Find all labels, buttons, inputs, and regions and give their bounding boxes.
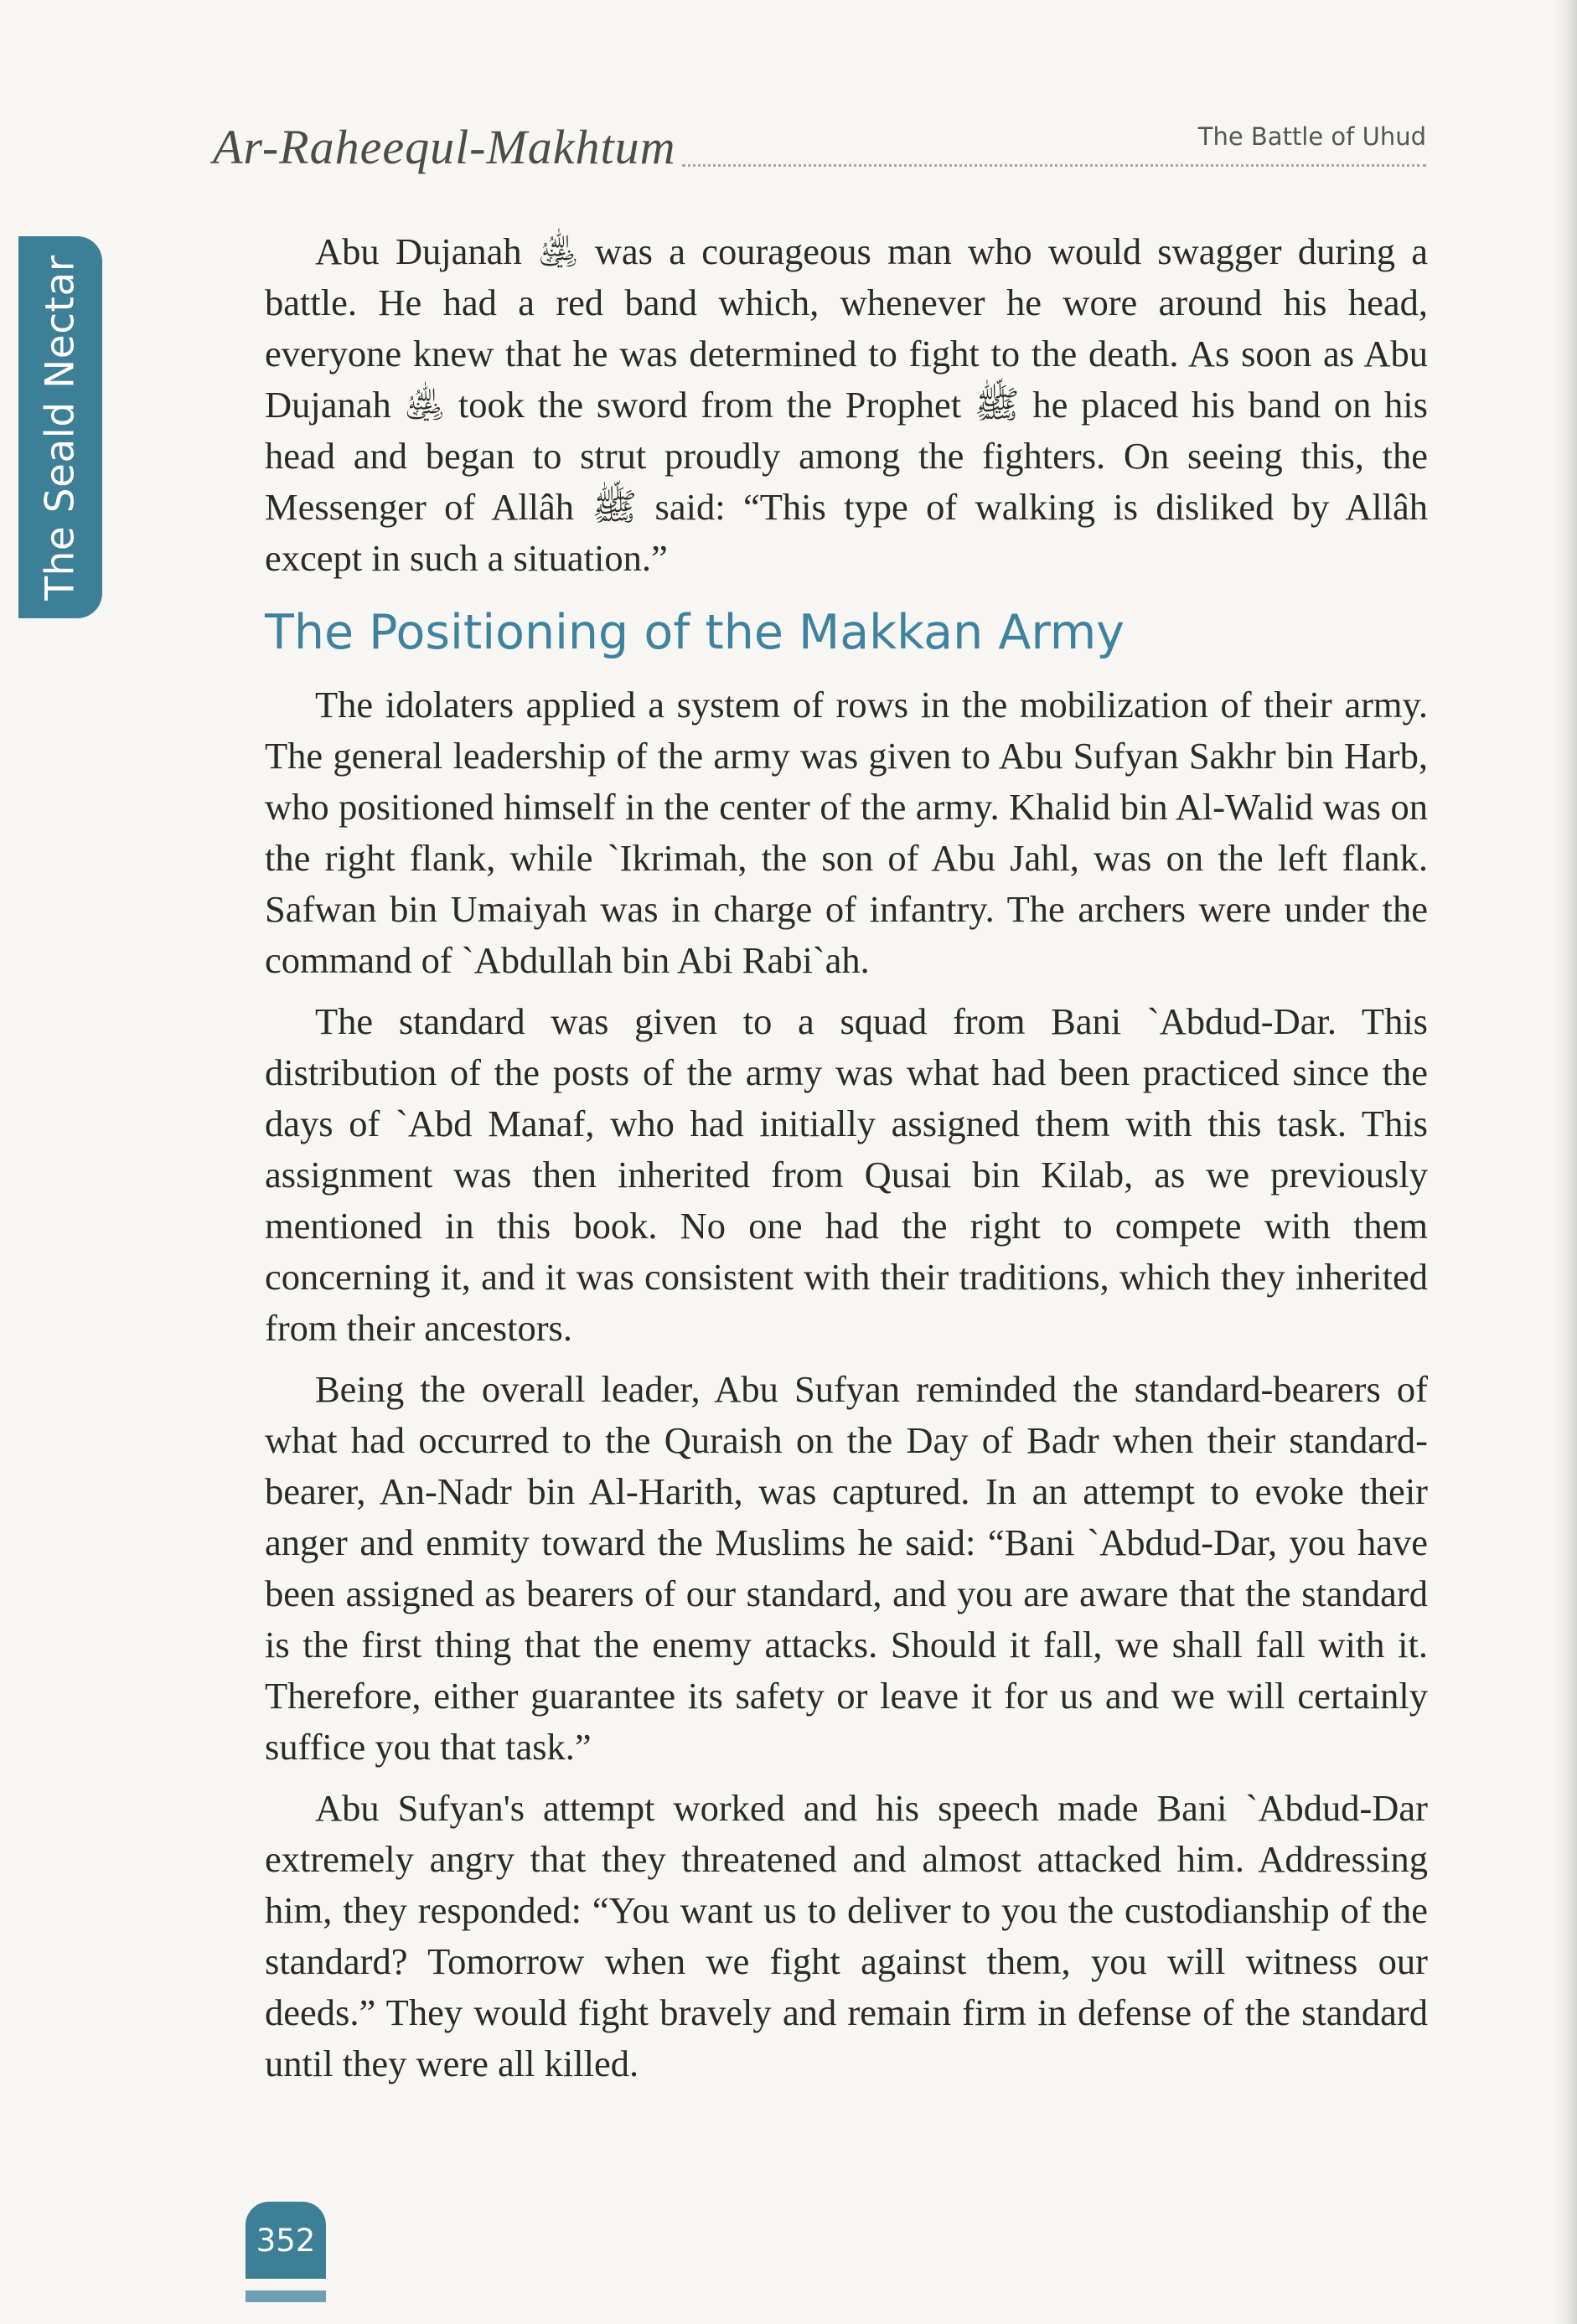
header-dotted-rule [682, 164, 1426, 167]
section-heading: The Positioning of the Makkan Army [265, 605, 1125, 660]
page-number-bar [246, 2290, 326, 2302]
page-edge-shadow [1552, 0, 1577, 2324]
running-header [213, 114, 1426, 181]
paragraph: The standard was given to a squad from Bani `Abdud-Dar. This distribution of the posts of the army was what had been practiced since the days of `Abd Manaf, who had initially assigned them with this task. This assignment was then inherited from Qusai bin Kilab, as we previously mentioned in this book. No one had the right to compete with them concerning it, and it was consistent with their traditions, which they inherited from their ancestors. [265, 1000, 1428, 1349]
page-number: 352 [256, 2222, 316, 2259]
paragraph: Abu Dujanah ﵁ was a courageous man who would swagger during a battle. He had a red band which, whenever he wore around his head, everyone knew that he was determined to fight to the death. As soon as Abu Dujanah ﵁ took the sword from the Prophet ﷺ he placed his band on his head and began to strut proudly among the fighters. On seeing this, the Messenger of Allâh ﷺ said: “This type of walking is disliked by Allâh except in such a situation.” [265, 230, 1428, 579]
side-tab-label: The Seald Nectar [37, 254, 84, 601]
main-text [265, 226, 1428, 2099]
page-number-badge [246, 2202, 326, 2279]
side-tab [18, 236, 102, 618]
book-title: Ar-Raheequl-Makhtum [213, 120, 676, 174]
paragraph: Being the overall leader, Abu Sufyan reminded the standard-bearers of what had occurred to the Quraish on the Day of Badr when their standard-bearer, An-Nadr bin Al-Harith, was captured. In an attempt to evoke their anger and enmity toward the Muslims he said: “Bani `Abdud-Dar, you have been assigned as bearers of our standard, and you are aware that the standard is the first thing that the enemy attacks. Should it fall, we shall fall with it. Therefore, either guarantee its safety or leave it for us and we will certainly suffice you that task.” [265, 1368, 1428, 1768]
paragraph: The idolaters applied a system of rows in the mobilization of their army. The general leadership of the army was given to Abu Sufyan Sakhr bin Harb, who positioned himself in the center of the army. Khalid bin Al-Walid was on the right flank, while `Ikrimah, the son of Abu Jahl, was on the left flank. Safwan bin Umaiyah was in charge of infantry. The archers were under the command of `Abdullah bin Abi Rabi`ah. [265, 684, 1428, 981]
paragraph: Abu Sufyan's attempt worked and his speech made Bani `Abdud-Dar extremely angry that they threatened and almost attacked him. Addressing him, they responded: “You want us to deliver to you the custodianship of the standard? Tomorrow when we fight against them, you will witness our deeds.” They would fight bravely and remain firm in defense of the standard until they were all killed. [265, 1787, 1428, 2084]
chapter-title: The Battle of Uhud [1192, 122, 1426, 151]
